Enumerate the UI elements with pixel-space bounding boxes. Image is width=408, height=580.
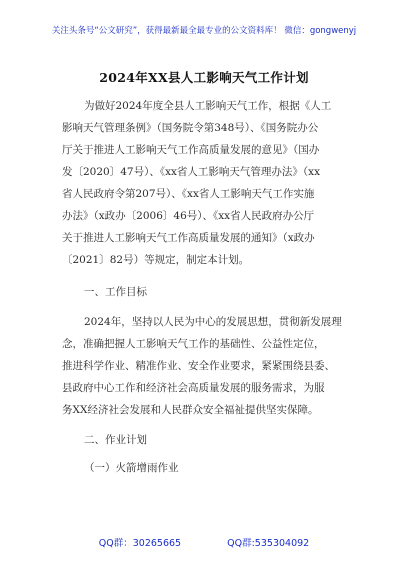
section-heading-plan: 二、作业计划 [84,434,147,446]
document-title: 2024年XX县人工影响天气工作计划 [99,70,309,85]
text-line: 影响天气管理条例》（国务院令第348号）、《国务院办公 [62,122,319,134]
footer [0,535,408,549]
section-heading-goals: 一、工作目标 [84,286,147,298]
text-line: 务XX经济社会发展和人民群众安全福祉提供坚实保障。 [62,404,319,416]
subsection-heading-rocket: （一）火箭增雨作业 [84,462,179,474]
text-line: 发〔2020〕47号）、《xx省人工影响天气管理办法》（xx [62,166,321,178]
text-line: 推进科学作业、精准作业、安全作业要求，紧紧围绕县委、 [62,360,335,372]
text-line: 〔2021〕82号）等规定，制定本计划。 [62,254,250,266]
text-line: 为做好2024年度全县人工影响天气工作，根据《人工 [84,100,332,112]
text-line: 县政府中心工作和经济社会高质量发展的服务需求，为服 [62,382,325,394]
text-line: 关于推进人工影响天气工作高质量发展的通知》（x政办 [62,232,315,244]
qq-group-2: QQ群:535304092 [227,538,310,549]
text-line: 办法》（x政办〔2006〕46号）、《xx省人民政府办公厅 [62,210,315,222]
header-banner: 关注头条号“公文研究”，获得最新最全最专业的公文资料库！ 微信：gongwenyj [51,26,357,36]
text-line: 厅关于推进人工影响天气工作高质量发展的意见》（国办 [62,144,320,156]
qq-group-1: QQ群：30265665 [98,538,182,549]
text-line: 省人民政府令第207号）、《xx省人工影响天气工作实施 [62,188,315,200]
text-line: 念，准确把握人工影响天气工作的基础性、公益性定位， [62,338,325,350]
intro-paragraph [62,95,350,271]
goals-paragraph [62,311,350,421]
text-line: 2024年，坚持以人民为中心的发展思想，贯彻新发展理 [84,316,342,328]
